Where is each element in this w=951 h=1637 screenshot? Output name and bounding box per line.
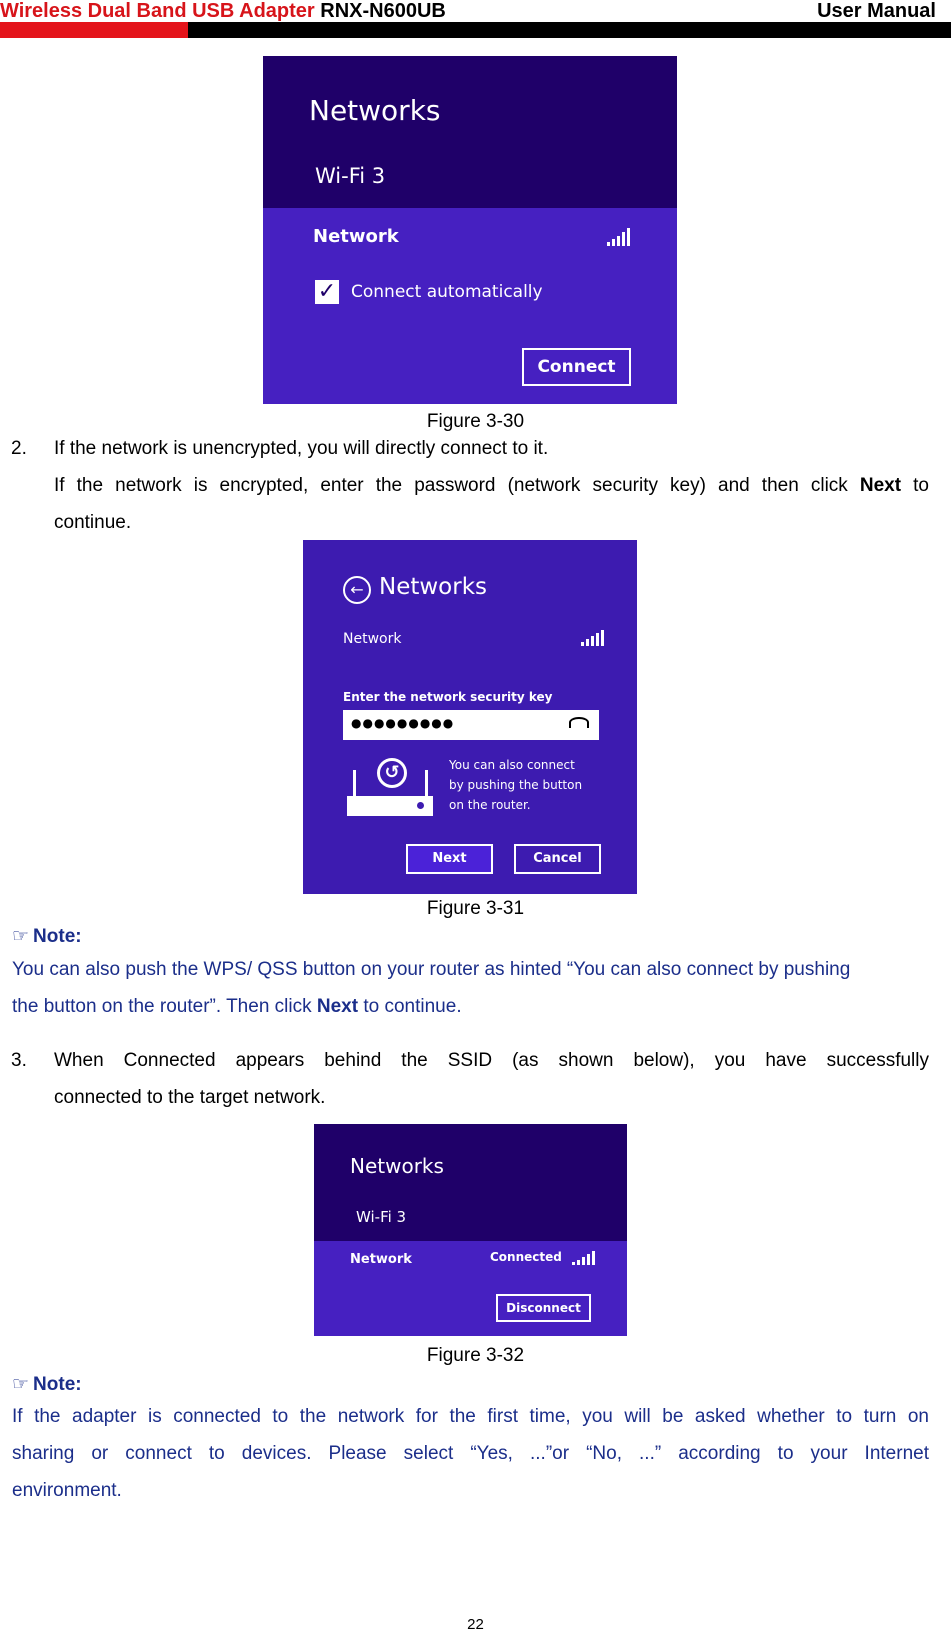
step2-next-bold: Next [859, 475, 902, 496]
figure-31-caption: Figure 3-31 [426, 898, 525, 919]
wifi-label: Wi-Fi 3 [356, 1208, 407, 1226]
auto-connect-label: Connect automatically [351, 282, 543, 302]
note1-next-bold: Next [316, 996, 359, 1017]
header-manual-label: User Manual [817, 0, 936, 22]
connect-button[interactable]: Connect [522, 348, 631, 386]
networks-title: Networks [379, 574, 488, 600]
network-row[interactable] [314, 1241, 627, 1336]
network-row[interactable] [263, 208, 677, 404]
wps-hint-line3: on the router. [449, 798, 531, 812]
disconnect-button[interactable]: Disconnect [496, 1294, 591, 1322]
cancel-button[interactable]: Cancel [514, 844, 601, 874]
figure-30-panel [263, 56, 677, 404]
figure-32-panel [314, 1124, 627, 1336]
note1-label: Note: [33, 926, 82, 947]
password-dots: ●●●●●●●●● [351, 716, 455, 730]
pointing-hand-icon: ☞ [12, 926, 30, 947]
note2-heading [12, 1373, 82, 1396]
header-red-bar [0, 22, 188, 38]
note1-heading [12, 925, 82, 948]
next-button[interactable]: Next [406, 844, 493, 874]
step3-number: 3. [11, 1050, 27, 1071]
step2-number: 2. [11, 438, 27, 459]
security-key-label: Enter the network security key [343, 690, 553, 704]
header-black-bar [188, 22, 951, 38]
network-name: Network [350, 1252, 412, 1267]
reveal-eye-icon[interactable] [569, 717, 589, 728]
signal-icon [572, 1251, 595, 1265]
step2-line1: If the network is unencrypted, you will directly connect to it. [54, 438, 549, 459]
step3-line1: When Connected appears behind the SSID (as shown below), you have successfully [54, 1050, 929, 1071]
router-icon: ↺ [347, 758, 437, 818]
wifi-label: Wi-Fi 3 [315, 164, 386, 188]
note2-line1: If the adapter is connected to the network for the first time, you will be asked whether to turn on [12, 1406, 929, 1427]
pointing-hand-icon: ☞ [12, 1374, 30, 1395]
step2-line2 [54, 467, 929, 505]
header-product [0, 0, 446, 22]
note1-line2 [12, 988, 462, 1026]
note2-line3: environment. [12, 1480, 122, 1501]
wps-hint-line1: You can also connect [449, 758, 575, 772]
page-header [0, 0, 951, 40]
figure-30-caption: Figure 3-30 [426, 411, 525, 432]
signal-icon [581, 630, 604, 646]
page-number: 22 [467, 1616, 484, 1633]
signal-icon [607, 228, 630, 246]
step2-line2-text: If the network is encrypted, enter the password (network security key) and then click [54, 475, 848, 496]
figure-32-caption: Figure 3-32 [426, 1345, 525, 1366]
step2-line3: continue. [54, 512, 132, 533]
connected-status: Connected [490, 1250, 562, 1264]
note1-line2-end: to continue. [363, 996, 462, 1017]
header-model: RNX-N600UB [320, 0, 446, 22]
note2-line2: sharing or connect to devices. Please select “Yes, ...”or “No, ...” according to your Internet [12, 1443, 929, 1464]
auto-connect-checkbox[interactable]: ✓ [315, 280, 339, 304]
figure-31-panel [303, 540, 637, 894]
header-product-name: Wireless Dual Band USB Adapter [0, 0, 315, 22]
networks-title: Networks [350, 1154, 444, 1178]
note2-label: Note: [33, 1374, 82, 1395]
network-name: Network [313, 226, 399, 247]
note1-line2-text: the button on the router”. Then click [12, 996, 312, 1017]
security-key-input[interactable] [343, 710, 599, 740]
wps-hint-line2: by pushing the button [449, 778, 583, 792]
step3-line2: connected to the target network. [54, 1087, 326, 1108]
note1-line1: You can also push the WPS/ QSS button on your router as hinted “You can also connect by pushing [12, 959, 851, 980]
network-name: Network [343, 631, 402, 647]
step2-line2-end: to [913, 475, 929, 496]
networks-title: Networks [309, 94, 441, 127]
back-arrow-icon[interactable]: ← [343, 576, 371, 604]
